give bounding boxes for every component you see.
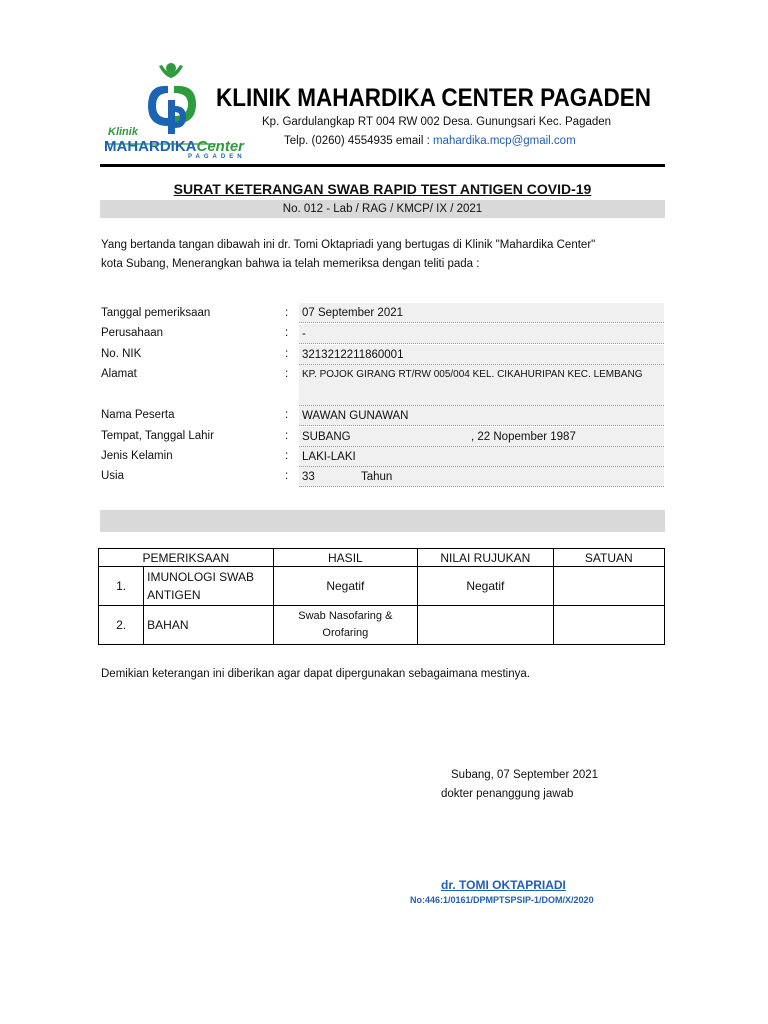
row-nilai-rujukan: Negatif: [418, 567, 553, 606]
clinic-address: Kp. Gardulangkap RT 004 RW 002 Desa. Gunungsari Kec. Pagaden: [262, 116, 612, 128]
signature-registration-number: No:446:1/0161/DPMPTSPSIP-1/DOM/X/2020: [410, 895, 594, 905]
section-divider-band: [100, 510, 665, 532]
clinic-logo: [104, 62, 260, 172]
row-nilai-rujukan: [418, 606, 553, 645]
value-tempat-lahir: SUBANG: [302, 431, 351, 443]
document-number: No. 012 - Lab / RAG / KMCP/ IX / 2021: [100, 200, 665, 218]
colon: :: [285, 307, 289, 319]
colon: :: [285, 450, 289, 462]
logo-text-klinik: Klinik: [108, 126, 138, 138]
label-tempat-tanggal-lahir: Tempat, Tanggal Lahir: [101, 430, 214, 442]
label-jenis-kelamin: Jenis Kelamin: [101, 450, 173, 462]
row-exam: BAHAN: [144, 606, 273, 645]
intro-paragraph: [101, 236, 661, 274]
logo-wordmark: [104, 138, 244, 155]
value-tempat-tanggal-lahir: [299, 427, 664, 447]
value-tanggal-lahir: , 22 Nopember 1987: [471, 431, 576, 443]
value-usia-unit: Tahun: [361, 471, 393, 483]
label-perusahaan: Perusahaan: [101, 327, 164, 339]
row-exam: IMUNOLOGI SWAB ANTIGEN: [144, 567, 273, 606]
label-nik: No. NIK: [101, 348, 142, 360]
table-row: [99, 567, 665, 606]
row-number: 1.: [99, 567, 144, 606]
header-pemeriksaan: PEMERIKSAAN: [99, 549, 274, 567]
value-jenis-kelamin: LAKI-LAKI: [299, 447, 664, 467]
colon: :: [285, 348, 289, 360]
row-satuan: [553, 567, 664, 606]
value-perusahaan: -: [299, 324, 664, 344]
label-nama-peserta: Nama Peserta: [101, 409, 175, 421]
signature-place-date: Subang, 07 September 2021: [451, 769, 599, 781]
header-satuan: SATUAN: [553, 549, 664, 567]
colon: :: [285, 430, 289, 442]
logo-text-accent: Center: [196, 138, 245, 155]
table-header-row: [99, 549, 665, 567]
table-row: [99, 606, 665, 645]
row-satuan: [553, 606, 664, 645]
label-alamat: Alamat: [101, 368, 137, 380]
value-usia-number: 33: [302, 471, 315, 483]
document-title: SURAT KETERANGAN SWAB RAPID TEST ANTIGEN COVID-19: [173, 181, 592, 197]
colon: :: [285, 409, 289, 421]
clinic-contact: [284, 135, 576, 147]
colon: :: [285, 368, 289, 380]
value-alamat: KP. POJOK GIRANG RT/RW 005/004 KEL. CIKAHURIPAN KEC. LEMBANG: [299, 365, 664, 406]
colon: :: [285, 470, 289, 482]
clinic-phone: Telp. (0260) 4554935 email :: [284, 135, 433, 147]
value-usia: [299, 467, 664, 487]
row-number: 2.: [99, 606, 144, 645]
label-usia: Usia: [101, 470, 125, 482]
header-nilai-rujukan: NILAI RUJUKAN: [418, 549, 553, 567]
header-divider: [100, 164, 665, 167]
row-hasil: Swab Nasofaring & Orofaring: [273, 606, 418, 645]
value-nama-peserta: WAWAN GUNAWAN: [299, 406, 664, 426]
value-tanggal-pemeriksaan: 07 September 2021: [299, 303, 664, 323]
colon: :: [285, 327, 289, 339]
header-hasil: HASIL: [273, 549, 418, 567]
signature-doctor-name: dr. TOMI OKTAPRIADI: [441, 878, 566, 892]
row-hasil: Negatif: [273, 567, 418, 606]
value-nik: 3213212211860001: [299, 345, 664, 365]
clinic-name: KLINIK MAHARDIKA CENTER PAGADEN: [216, 84, 651, 112]
logo-text-sub: PAGADEN: [188, 154, 246, 160]
clinic-email-link[interactable]: mahardika.mcp@gmail.com: [432, 135, 576, 147]
intro-line-1: Yang bertanda tangan dibawah ini dr. Tomi Oktapriadi yang bertugas di Klinik "Mahardika Center": [101, 239, 596, 251]
results-table: [98, 548, 665, 645]
closing-statement: Demikian keterangan ini diberikan agar dapat dipergunakan sebagaimana mestinya.: [101, 668, 530, 680]
signature-role: dokter penanggung jawab: [441, 788, 574, 800]
intro-line-2: kota Subang, Menerangkan bahwa ia telah memeriksa dengan teliti pada :: [101, 258, 480, 270]
label-tanggal-pemeriksaan: Tanggal pemeriksaan: [101, 307, 211, 319]
logo-text-main: MAHARDIKA: [104, 138, 197, 155]
